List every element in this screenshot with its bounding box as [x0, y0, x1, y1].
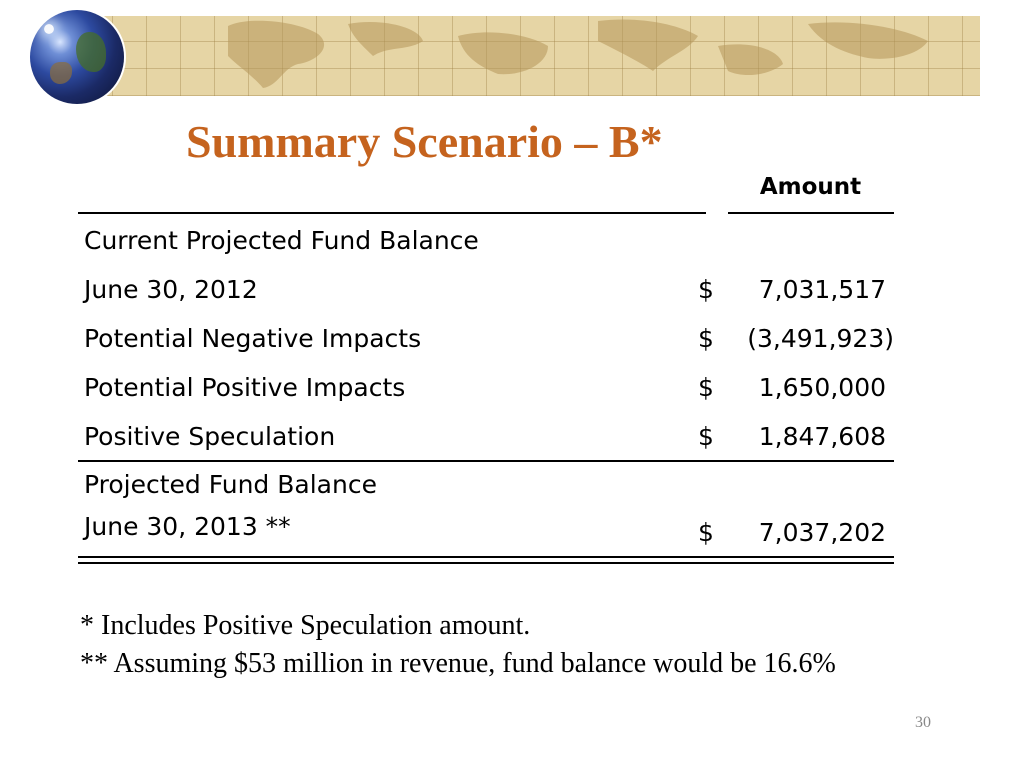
page-title: Summary Scenario – B* [186, 116, 663, 167]
row-label: Projected Fund Balance [84, 470, 377, 499]
table-row [78, 510, 894, 558]
table-row [78, 414, 894, 462]
row-label: June 30, 2012 [84, 275, 258, 304]
globe-land [50, 62, 72, 84]
footnotes [80, 607, 900, 683]
footnote-2: ** Assuming $53 million in revenue, fund balance would be 16.6% [80, 648, 836, 679]
row-amount: 1,847,608 [758, 422, 886, 451]
row-label: Current Projected Fund Balance [84, 226, 479, 255]
globe-highlight [44, 24, 54, 34]
table-row [78, 365, 894, 413]
currency-symbol: $ [698, 373, 714, 402]
row-label: Positive Speculation [84, 422, 336, 451]
table-row [78, 316, 894, 364]
row-amount: 7,037,202 [758, 518, 886, 547]
page-number: 30 [915, 714, 931, 731]
total-double-rule-top [78, 556, 894, 558]
amount-header-rule [728, 212, 894, 214]
amount-column-header: Amount [759, 174, 862, 200]
row-label: Potential Negative Impacts [84, 324, 422, 353]
row-amount: 7,031,517 [758, 275, 886, 304]
total-double-rule-bottom [78, 562, 894, 564]
row-label: Potential Positive Impacts [84, 373, 406, 402]
currency-symbol: $ [698, 275, 714, 304]
table-top-rule [78, 212, 706, 214]
table-row [78, 267, 894, 315]
world-map-banner [78, 16, 980, 96]
table-row [78, 462, 894, 510]
row-amount: (3,491,923) [747, 324, 894, 353]
row-amount: 1,650,000 [758, 373, 886, 402]
currency-symbol: $ [698, 422, 714, 451]
globe-land [76, 32, 106, 72]
row-label: June 30, 2013 ** [84, 512, 291, 541]
footnote-1: * Includes Positive Speculation amount. [80, 610, 531, 641]
currency-symbol: $ [698, 518, 714, 547]
currency-symbol: $ [698, 324, 714, 353]
globe-icon [30, 10, 124, 104]
table-row [78, 218, 894, 266]
world-map-shapes [78, 16, 980, 96]
